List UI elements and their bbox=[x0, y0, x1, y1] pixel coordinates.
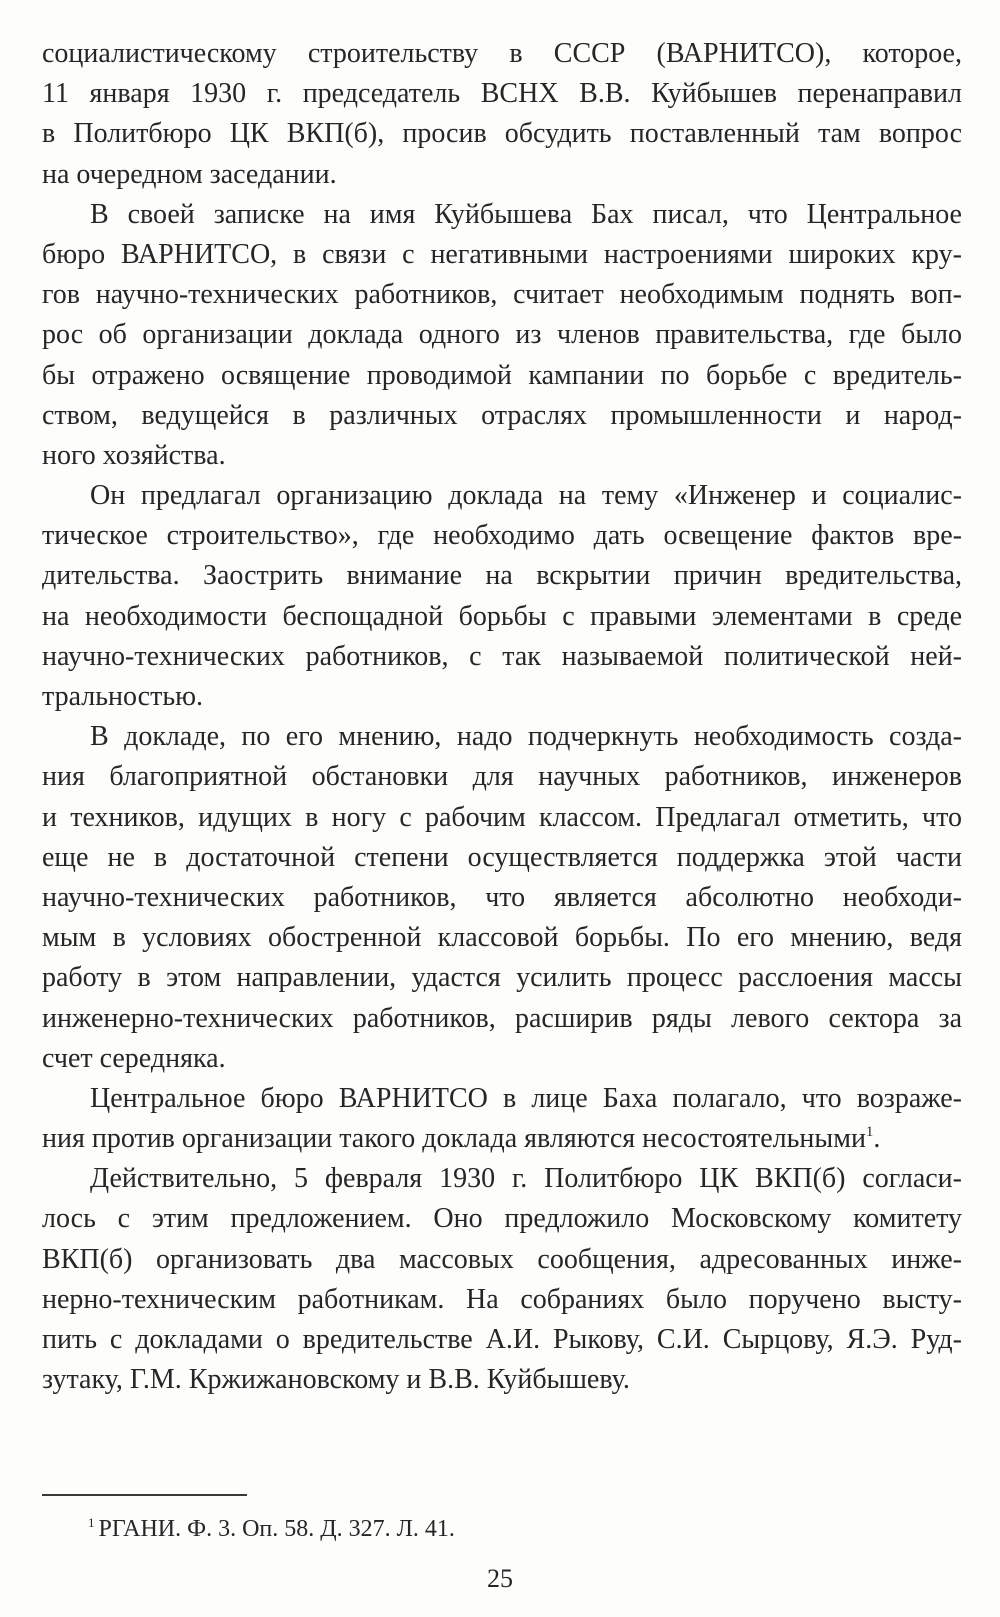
text-line: лось с этим предложением. Оно предложило Московскому комитету bbox=[42, 1203, 962, 1235]
text-line: нерно-техническим работникам. На собраниях было поручено высту- bbox=[42, 1283, 962, 1315]
paragraph-3 bbox=[42, 476, 962, 717]
page-number: 25 bbox=[487, 1564, 513, 1593]
footnote-divider bbox=[42, 1494, 247, 1496]
footnote bbox=[88, 1514, 455, 1544]
text-line: 11 января 1930 г. председатель ВСНХ В.В. Куйбышев перенаправил bbox=[42, 78, 962, 110]
paragraph-2 bbox=[42, 195, 962, 476]
text-line: научно-технических работников, что является абсолютно необходи- bbox=[42, 881, 962, 913]
text-line: В своей записке на имя Куйбышева Бах писал, что Центральное bbox=[90, 198, 962, 230]
paragraph-4 bbox=[42, 717, 962, 1079]
text-line: социалистическому строительству в СССР (ВАРНИТСО), которое, bbox=[42, 38, 962, 69]
text-line: ния против организации такого доклада являются несостоятельными$^1$. bbox=[42, 1123, 881, 1155]
text-line: мым в условиях обостренной классовой борьбы. По его мнению, ведя bbox=[42, 922, 962, 954]
text-line: ного хозяйства. bbox=[42, 439, 226, 471]
text-line: счет середняка. bbox=[42, 1042, 226, 1074]
text-line: Он предлагал организацию доклада на тему «Инженер и социалис- bbox=[90, 480, 962, 512]
text-line: работу в этом направлении, удастся усилить процесс расслоения массы bbox=[42, 962, 962, 994]
text-line: научно-технических работников, с так называемой политической ней- bbox=[42, 640, 962, 672]
text-line: тическое строительство», где необходимо дать освещение фактов вре- bbox=[42, 520, 962, 552]
text-line: ния благоприятной обстановки для научных работников, инженеров bbox=[42, 761, 962, 793]
text-line: дительства. Заострить внимание на вскрытии причин вредительства, bbox=[42, 560, 962, 592]
footnote-reference[interactable]: 1 bbox=[865, 1124, 874, 1141]
paragraph-6 bbox=[42, 1159, 962, 1400]
text-line: ством, ведущейся в различных отраслях промышленности и народ- bbox=[42, 399, 962, 431]
text-line-content: ния против организации такого доклада являются несостоятельными bbox=[42, 1123, 866, 1155]
text-line: в Политбюро ЦК ВКП(б), просив обсудить поставленный там вопрос bbox=[42, 118, 962, 150]
text-line: Центральное бюро ВАРНИТСО в лице Баха полагало, что возраже- bbox=[90, 1082, 962, 1114]
paragraph-5 bbox=[42, 1079, 962, 1159]
body-text bbox=[42, 34, 962, 1400]
text-line: В докладе, по его мнению, надо подчеркнуть необходимость созда- bbox=[90, 721, 962, 753]
paragraph-1 bbox=[42, 34, 962, 195]
text-line: на необходимости беспощадной борьбы с правыми элементами в среде bbox=[42, 600, 962, 632]
text-line: бы отражено освящение проводимой кампании по борьбе с вредитель- bbox=[42, 359, 962, 391]
text-line: рос об организации доклада одного из членов правительства, где было bbox=[42, 319, 962, 351]
footnote-text: РГАНИ. Ф. 3. Оп. 58. Д. 327. Л. 41. bbox=[98, 1516, 455, 1542]
text-line: и техников, идущих в ногу с рабочим классом. Предлагал отметить, что bbox=[42, 801, 962, 833]
text-line: на очередном заседании. bbox=[42, 158, 337, 190]
text-line: ВКП(б) организовать два массовых сообщения, адресованных инже- bbox=[42, 1243, 962, 1275]
text-line: инженерно-технических работников, расширив ряды левого сектора за bbox=[42, 1002, 962, 1034]
text-line: зутаку, Г.М. Кржижановскому и В.В. Куйбышеву. bbox=[42, 1364, 630, 1396]
text-line: бюро ВАРНИТСО, в связи с негативными настроениями широких кру- bbox=[42, 238, 962, 270]
text-line: тральностью. bbox=[42, 681, 204, 712]
text-line: пить с докладами о вредительстве А.И. Рыкову, С.И. Сырцову, Я.Э. Руд- bbox=[42, 1324, 962, 1355]
text-line: еще не в достаточной степени осуществляется поддержка этой части bbox=[42, 841, 962, 873]
footnote-marker: 1 bbox=[88, 1515, 95, 1530]
text-line: Действительно, 5 февраля 1930 г. Политбюро ЦК ВКП(б) согласи- bbox=[90, 1163, 962, 1195]
text-line: гов научно-технических работников, считает необходимым поднять воп- bbox=[42, 279, 962, 311]
